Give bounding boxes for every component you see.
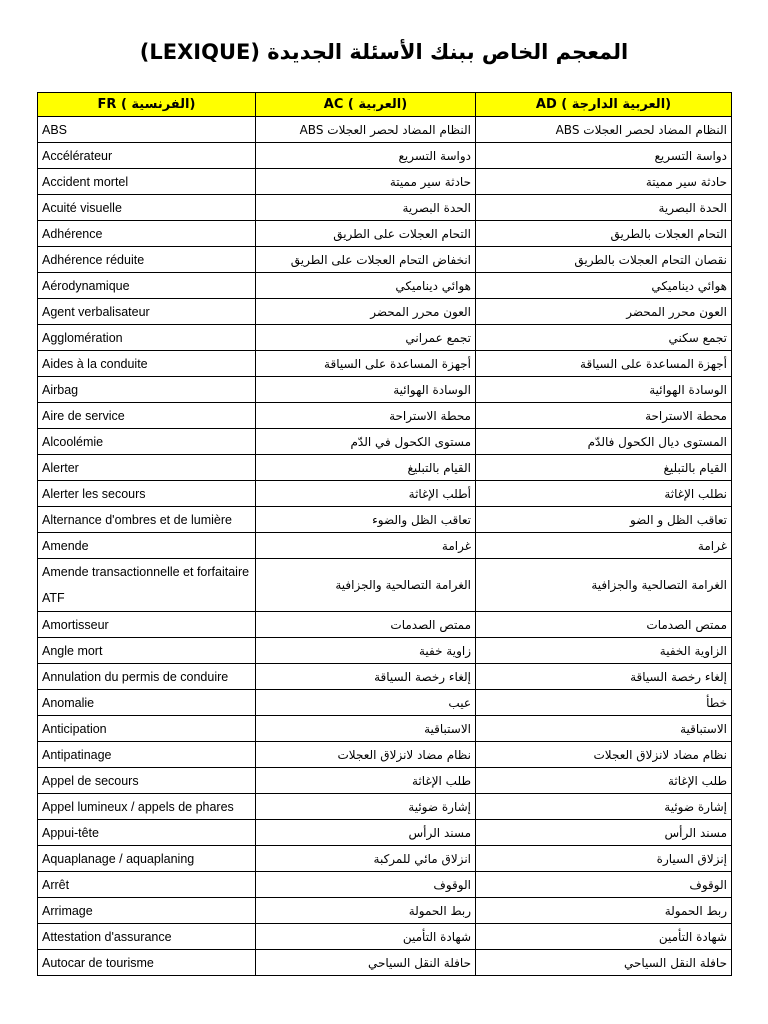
cell-fr: Aquaplanage / aquaplaning: [38, 846, 256, 872]
cell-ac: إشارة ضوئية: [256, 794, 476, 820]
cell-ad: نقصان التحام العجلات بالطريق: [476, 247, 732, 273]
cell-ac: الحدة البصرية: [256, 195, 476, 221]
cell-ac: حافلة النقل السياحي: [256, 950, 476, 976]
table-row: [38, 221, 732, 247]
table-row: [38, 429, 732, 455]
header-row: [38, 93, 732, 117]
table-row: [38, 325, 732, 351]
cell-ac: انزلاق مائي للمركبة: [256, 846, 476, 872]
cell-fr: Alerter: [38, 455, 256, 481]
cell-ad: الوقوف: [476, 872, 732, 898]
cell-ac: زاوية خفية: [256, 638, 476, 664]
cell-ac: طلب الإغاثة: [256, 768, 476, 794]
cell-ac: هوائي ديناميكي: [256, 273, 476, 299]
table-row: [38, 664, 732, 690]
cell-ad: إنزلاق السيارة: [476, 846, 732, 872]
cell-fr: Appel lumineux / appels de phares: [38, 794, 256, 820]
cell-fr: Acuité visuelle: [38, 195, 256, 221]
table-row: [38, 820, 732, 846]
cell-ad: التحام العجلات بالطريق: [476, 221, 732, 247]
table-row: [38, 117, 732, 143]
table-row: [38, 403, 732, 429]
cell-ad: تجمع سكني: [476, 325, 732, 351]
cell-fr: Arrêt: [38, 872, 256, 898]
table-row: [38, 898, 732, 924]
cell-ac: الغرامة التصالحية والجزافية: [256, 559, 476, 612]
cell-ad: أجهزة المساعدة على السياقة: [476, 351, 732, 377]
cell-ac: عيب: [256, 690, 476, 716]
cell-fr: Amortisseur: [38, 612, 256, 638]
cell-fr: Aire de service: [38, 403, 256, 429]
cell-ad: العون محرر المحضر: [476, 299, 732, 325]
cell-fr: Attestation d'assurance: [38, 924, 256, 950]
cell-fr: Adhérence: [38, 221, 256, 247]
header-fr: FR ( الفرنسية): [38, 93, 256, 117]
cell-ac: غرامة: [256, 533, 476, 559]
table-row: [38, 507, 732, 533]
cell-fr: Alternance d'ombres et de lumière: [38, 507, 256, 533]
lexicon-body: [38, 117, 732, 976]
cell-ac: التحام العجلات على الطريق: [256, 221, 476, 247]
cell-ad: الوسادة الهوائية: [476, 377, 732, 403]
cell-fr: Anomalie: [38, 690, 256, 716]
table-row: [38, 169, 732, 195]
cell-ad: القيام بالتبليغ: [476, 455, 732, 481]
cell-fr: Agglomération: [38, 325, 256, 351]
cell-ac: مسند الرأس: [256, 820, 476, 846]
cell-ad: الغرامة التصالحية والجزافية: [476, 559, 732, 612]
table-row: [38, 612, 732, 638]
cell-fr: Agent verbalisateur: [38, 299, 256, 325]
table-row: [38, 273, 732, 299]
cell-ad: محطة الاستراحة: [476, 403, 732, 429]
cell-ac: العون محرر المحضر: [256, 299, 476, 325]
table-row: [38, 924, 732, 950]
cell-fr: Appel de secours: [38, 768, 256, 794]
cell-ad: نطلب الإغاثة: [476, 481, 732, 507]
table-row: [38, 195, 732, 221]
cell-ad: مسند الرأس: [476, 820, 732, 846]
header-ad: AD ( العربية الدارجة): [476, 93, 732, 117]
cell-ac: شهادة التأمين: [256, 924, 476, 950]
cell-ad: ربط الحمولة: [476, 898, 732, 924]
cell-fr: Accélérateur: [38, 143, 256, 169]
cell-ac: الاستباقية: [256, 716, 476, 742]
cell-ad: إلغاء رخصة السياقة: [476, 664, 732, 690]
cell-fr: Antipatinage: [38, 742, 256, 768]
cell-ad: غرامة: [476, 533, 732, 559]
table-row: [38, 247, 732, 273]
cell-fr: Anticipation: [38, 716, 256, 742]
table-row: [38, 950, 732, 976]
cell-ac: محطة الاستراحة: [256, 403, 476, 429]
cell-ac: القيام بالتبليغ: [256, 455, 476, 481]
cell-ad: خطأ: [476, 690, 732, 716]
table-row: [38, 143, 732, 169]
table-row: [38, 872, 732, 898]
cell-ac: تعاقب الظل والضوء: [256, 507, 476, 533]
cell-fr: Airbag: [38, 377, 256, 403]
cell-ac: أطلب الإغاثة: [256, 481, 476, 507]
table-row: [38, 377, 732, 403]
cell-ad: دواسة التسريع: [476, 143, 732, 169]
cell-fr: Adhérence réduite: [38, 247, 256, 273]
cell-ad: حافلة النقل السياحي: [476, 950, 732, 976]
cell-ac: تجمع عمراني: [256, 325, 476, 351]
cell-ac: حادثة سير مميتة: [256, 169, 476, 195]
cell-ac: الوقوف: [256, 872, 476, 898]
cell-fr: Amende transactionnelle et forfaitaire ATF: [38, 559, 256, 612]
cell-ac: مستوى الكحول في الدّم: [256, 429, 476, 455]
cell-fr: Aérodynamique: [38, 273, 256, 299]
cell-ac: انخفاض التحام العجلات على الطريق: [256, 247, 476, 273]
cell-ac: إلغاء رخصة السياقة: [256, 664, 476, 690]
table-row: [38, 299, 732, 325]
cell-ad: الاستباقية: [476, 716, 732, 742]
cell-fr: Angle mort: [38, 638, 256, 664]
table-row: [38, 716, 732, 742]
cell-fr: Aides à la conduite: [38, 351, 256, 377]
table-row: [38, 481, 732, 507]
table-row: [38, 794, 732, 820]
header-ac: AC ( العربية): [256, 93, 476, 117]
cell-fr: Annulation du permis de conduire: [38, 664, 256, 690]
cell-ad: الزاوية الخفية: [476, 638, 732, 664]
cell-ad: المستوى ديال الكحول فالدّم: [476, 429, 732, 455]
table-row: [38, 351, 732, 377]
cell-ac: النظام المضاد لحصر العجلات ABS: [256, 117, 476, 143]
table-row: [38, 455, 732, 481]
cell-ac: ممتص الصدمات: [256, 612, 476, 638]
cell-ad: هوائي ديناميكي: [476, 273, 732, 299]
page-title: المعجم الخاص ببنك الأسئلة الجديدة (LEXIQUE): [139, 40, 629, 64]
table-row: [38, 638, 732, 664]
cell-ad: نظام مضاد لانزلاق العجلات: [476, 742, 732, 768]
cell-ad: ممتص الصدمات: [476, 612, 732, 638]
cell-fr: Amende: [38, 533, 256, 559]
cell-ad: شهادة التأمين: [476, 924, 732, 950]
cell-ac: ربط الحمولة: [256, 898, 476, 924]
table-row: [38, 768, 732, 794]
cell-fr: Autocar de tourisme: [38, 950, 256, 976]
cell-ac: الوسادة الهوائية: [256, 377, 476, 403]
cell-ad: الحدة البصرية: [476, 195, 732, 221]
table-row: [38, 559, 732, 612]
lexicon-table: [37, 92, 732, 976]
cell-fr: Alerter les secours: [38, 481, 256, 507]
cell-fr: Arrimage: [38, 898, 256, 924]
table-row: [38, 742, 732, 768]
table-row: [38, 533, 732, 559]
cell-ac: دواسة التسريع: [256, 143, 476, 169]
cell-fr: Accident mortel: [38, 169, 256, 195]
cell-ad: تعاقب الظل و الضو: [476, 507, 732, 533]
cell-ad: حادثة سير مميتة: [476, 169, 732, 195]
cell-fr: Alcoolémie: [38, 429, 256, 455]
cell-ad: طلب الإغاثة: [476, 768, 732, 794]
cell-ac: نظام مضاد لانزلاق العجلات: [256, 742, 476, 768]
cell-ac: أجهزة المساعدة على السياقة: [256, 351, 476, 377]
cell-fr: Appui-tête: [38, 820, 256, 846]
table-row: [38, 690, 732, 716]
cell-ad: إشارة ضوئية: [476, 794, 732, 820]
cell-ad: النظام المضاد لحصر العجلات ABS: [476, 117, 732, 143]
cell-fr: ABS: [38, 117, 256, 143]
table-row: [38, 846, 732, 872]
